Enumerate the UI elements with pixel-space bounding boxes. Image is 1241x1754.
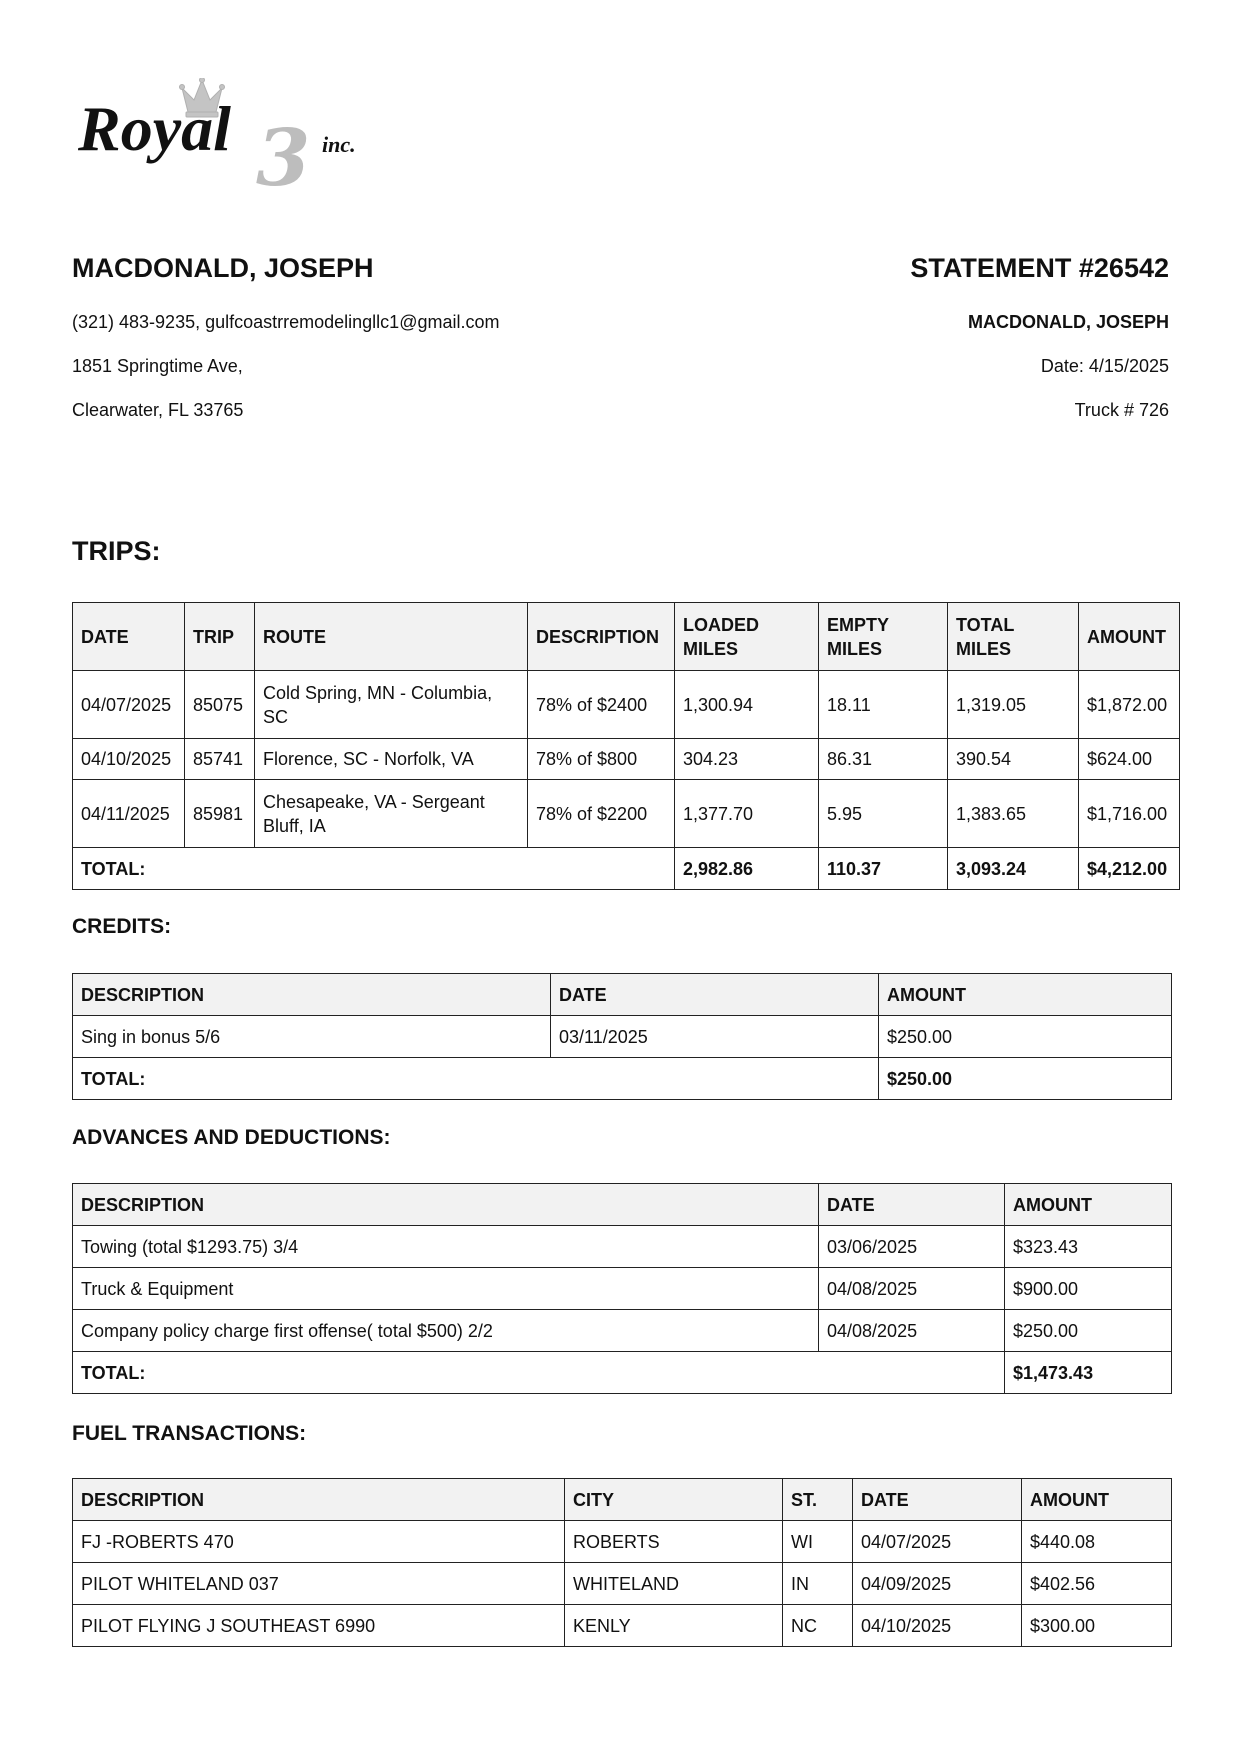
deduction-description: Towing (total $1293.75) 3/4 (73, 1226, 819, 1268)
trips-title: TRIPS: (72, 536, 161, 566)
total-amount: $1,473.43 (1005, 1352, 1172, 1394)
fuel-amount: $402.56 (1022, 1563, 1172, 1605)
fuel-description: FJ -ROBERTS 470 (73, 1521, 565, 1563)
column-header: AMOUNT (879, 974, 1172, 1016)
trip-description: 78% of $2400 (528, 671, 675, 739)
fuel-date: 04/07/2025 (853, 1521, 1022, 1563)
table-header-row (73, 603, 1180, 671)
deduction-description: Company policy charge first offense( total $500) 2/2 (73, 1310, 819, 1352)
fuel-description: PILOT FLYING J SOUTHEAST 6990 (73, 1605, 565, 1647)
trip-total-miles: 390.54 (948, 739, 1079, 780)
column-header: DESCRIPTION (73, 974, 551, 1016)
trip-loaded-miles: 304.23 (675, 739, 819, 780)
credit-amount: $250.00 (879, 1016, 1172, 1058)
column-header: LOADED MILES (675, 603, 819, 671)
deduction-description: Truck & Equipment (73, 1268, 819, 1310)
column-header: AMOUNT (1022, 1479, 1172, 1521)
trip-total-miles: 1,319.05 (948, 671, 1079, 739)
table-header-row (73, 1184, 1172, 1226)
total-amount: $4,212.00 (1079, 848, 1180, 890)
trip-empty-miles: 18.11 (819, 671, 948, 739)
trip-amount: $1,872.00 (1079, 671, 1180, 739)
trips-table (72, 602, 1180, 890)
trip-empty-miles: 86.31 (819, 739, 948, 780)
fuel-city: KENLY (565, 1605, 783, 1647)
fuel-table (72, 1478, 1172, 1647)
deduction-date: 04/08/2025 (819, 1310, 1005, 1352)
fuel-date: 04/09/2025 (853, 1563, 1022, 1605)
trip-loaded-miles: 1,377.70 (675, 780, 819, 848)
trip-number: 85075 (185, 671, 255, 739)
statement-name: MACDONALD, JOSEPH (967, 312, 1169, 332)
column-header: DATE (853, 1479, 1022, 1521)
driver-info (72, 248, 632, 420)
fuel-title: FUEL TRANSACTIONS: (72, 1422, 307, 1445)
column-header: TOTAL MILES (948, 603, 1079, 671)
fuel-city: WHITELAND (565, 1563, 783, 1605)
trip-date: 04/11/2025 (73, 780, 185, 848)
trip-date: 04/10/2025 (73, 739, 185, 780)
fuel-state: IN (783, 1563, 853, 1605)
column-header: DESCRIPTION (528, 603, 675, 671)
credits-title: CREDITS: (72, 915, 172, 938)
total-amount: $250.00 (879, 1058, 1172, 1100)
total-label: TOTAL: (73, 1058, 879, 1100)
total-label: TOTAL: (73, 1352, 1005, 1394)
fuel-date: 04/10/2025 (853, 1605, 1022, 1647)
deduction-amount: $250.00 (1005, 1310, 1172, 1352)
fuel-city: ROBERTS (565, 1521, 783, 1563)
trip-route: Florence, SC - Norfolk, VA (255, 739, 528, 780)
total-label: TOTAL: (73, 848, 675, 890)
table-header-row (73, 974, 1172, 1016)
advances-table (72, 1183, 1172, 1394)
table-total-row (73, 1058, 1172, 1100)
advances-title: ADVANCES AND DEDUCTIONS: (72, 1126, 391, 1149)
trip-empty-miles: 5.95 (819, 780, 948, 848)
deduction-date: 04/08/2025 (819, 1268, 1005, 1310)
total-empty-miles: 110.37 (819, 848, 948, 890)
driver-name: MACDONALD, JOSEPH (72, 253, 374, 283)
logo-suffix: inc. (322, 132, 356, 157)
table-row (73, 739, 1180, 780)
table-row (73, 1268, 1172, 1310)
trip-amount: $624.00 (1079, 739, 1180, 780)
column-header: AMOUNT (1079, 603, 1180, 671)
fuel-amount: $440.08 (1022, 1521, 1172, 1563)
column-header: DATE (819, 1184, 1005, 1226)
credit-description: Sing in bonus 5/6 (73, 1016, 551, 1058)
credits-table (72, 973, 1172, 1100)
trip-total-miles: 1,383.65 (948, 780, 1079, 848)
logo-brand: Royal (78, 93, 231, 164)
table-row (73, 1310, 1172, 1352)
table-row (73, 1605, 1172, 1647)
column-header: DESCRIPTION (73, 1184, 819, 1226)
driver-contact: (321) 483-9235, gulfcoastrremodelingllc1@gmail.com (72, 312, 500, 332)
trip-route: Chesapeake, VA - Sergeant Bluff, IA (255, 780, 528, 848)
statement-title: STATEMENT #26542 (910, 253, 1169, 283)
driver-address-line1: 1851 Springtime Ave, (72, 356, 243, 376)
total-total-miles: 3,093.24 (948, 848, 1079, 890)
company-logo (78, 78, 388, 198)
trip-route: Cold Spring, MN - Columbia, SC (255, 671, 528, 739)
fuel-state: NC (783, 1605, 853, 1647)
trip-description: 78% of $2200 (528, 780, 675, 848)
table-total-row (73, 1352, 1172, 1394)
table-row (73, 780, 1180, 848)
column-header: AMOUNT (1005, 1184, 1172, 1226)
deduction-amount: $900.00 (1005, 1268, 1172, 1310)
deduction-date: 03/06/2025 (819, 1226, 1005, 1268)
trip-description: 78% of $800 (528, 739, 675, 780)
fuel-state: WI (783, 1521, 853, 1563)
table-row (73, 1226, 1172, 1268)
fuel-amount: $300.00 (1022, 1605, 1172, 1647)
logo-number: 3 (256, 113, 311, 198)
table-row (73, 1016, 1172, 1058)
column-header: DATE (551, 974, 879, 1016)
statement-info (609, 248, 1169, 420)
statement-date: Date: 4/15/2025 (1040, 356, 1169, 376)
column-header: EMPTY MILES (819, 603, 948, 671)
table-row (73, 1521, 1172, 1563)
table-row (73, 671, 1180, 739)
total-loaded-miles: 2,982.86 (675, 848, 819, 890)
trip-loaded-miles: 1,300.94 (675, 671, 819, 739)
table-header-row (73, 1479, 1172, 1521)
statement-truck: Truck # 726 (1074, 400, 1169, 420)
trip-amount: $1,716.00 (1079, 780, 1180, 848)
table-row (73, 1563, 1172, 1605)
column-header: DESCRIPTION (73, 1479, 565, 1521)
column-header: CITY (565, 1479, 783, 1521)
credit-date: 03/11/2025 (551, 1016, 879, 1058)
trip-date: 04/07/2025 (73, 671, 185, 739)
column-header: ROUTE (255, 603, 528, 671)
trip-number: 85741 (185, 739, 255, 780)
column-header: TRIP (185, 603, 255, 671)
column-header: ST. (783, 1479, 853, 1521)
deduction-amount: $323.43 (1005, 1226, 1172, 1268)
driver-address-line2: Clearwater, FL 33765 (72, 400, 244, 420)
column-header: DATE (73, 603, 185, 671)
fuel-description: PILOT WHITELAND 037 (73, 1563, 565, 1605)
table-total-row (73, 848, 1180, 890)
trip-number: 85981 (185, 780, 255, 848)
